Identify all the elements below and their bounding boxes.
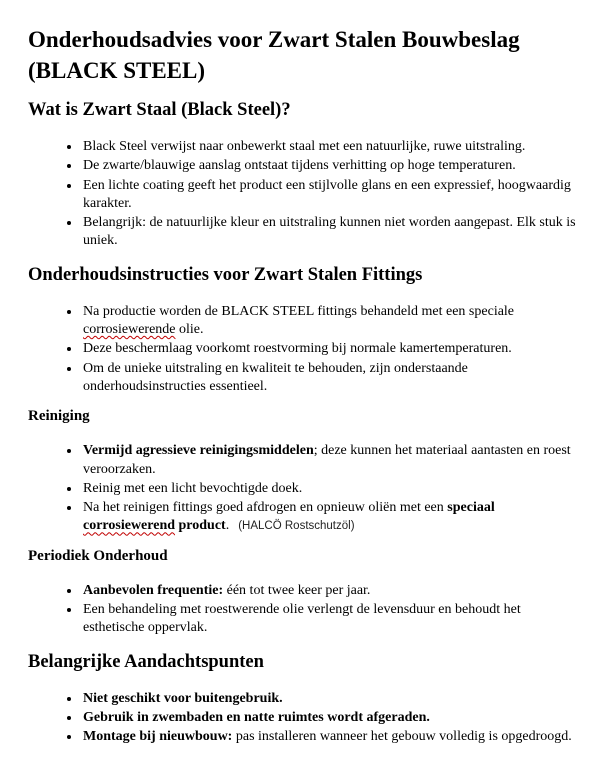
text-run: Aanbevolen frequentie: — [83, 582, 224, 598]
misspelled-word: corrosiewerend — [83, 518, 176, 534]
document-body — [28, 98, 581, 747]
text-run: Om de unieke uitstraling en kwaliteit te behouden, zijn onderstaande onderhoudsinstructies essentieel. — [83, 360, 468, 394]
section-heading-onderhoudsinstructies: Onderhoudsinstructies voor Zwart Stalen Fittings — [28, 264, 423, 285]
text-run: ; deze kunnen het materiaal aantasten en roest veroorzaken. — [83, 443, 571, 477]
text-run: Montage bij nieuwbouw: — [83, 729, 233, 745]
text-run: Vermijd agressieve reinigingsmiddelen — [83, 443, 314, 459]
list-item — [81, 708, 581, 727]
text-run: pas installeren wanneer het gebouw volledig is opgedroogd. — [232, 729, 572, 745]
text-run: één tot twee keer per jaar. — [223, 582, 371, 598]
text-run: Een lichte coating geeft het product een stijlvolle glans en een expressief, hoogwaardig karakter. — [83, 177, 571, 211]
text-run: De zwarte/blauwige aanslag ontstaat tijdens verhitting op hoge temperaturen. — [83, 158, 516, 174]
text-run: olie. — [175, 322, 204, 338]
text-run: product — [175, 518, 226, 534]
list-item — [81, 727, 581, 746]
section-heading-reiniging: Reiniging — [28, 408, 90, 425]
section-heading-periodiek-onderhoud: Periodiek Onderhoud — [28, 547, 168, 564]
text-run: Na het reinigen fittings goed afdrogen en opnieuw oliën met een — [83, 500, 448, 516]
bullet-list-wat-is-zwart-staal — [28, 137, 581, 251]
text-run: Gebruik in zwembaden en natte ruimtes wordt afgeraden. — [83, 709, 430, 725]
list-item — [81, 600, 581, 638]
text-run: . — [225, 518, 230, 534]
list-item — [81, 689, 581, 708]
list-item — [81, 176, 581, 214]
list-item — [81, 302, 581, 340]
list-item — [81, 498, 581, 536]
document-title: Onderhoudsadvies voor Zwart Stalen Bouwbeslag (BLACK STEEL) — [28, 27, 520, 83]
text-run: Een behandeling met roestwerende olie verlengt de levensduur en behoudt het esthetische oppervlak. — [83, 602, 521, 636]
misspelled-word: corrosiewerende — [83, 322, 176, 338]
list-item — [81, 359, 581, 397]
list-item — [81, 213, 581, 251]
list-item — [81, 441, 581, 479]
bullet-list-periodiek-onderhoud — [28, 581, 581, 638]
list-item — [81, 479, 581, 498]
text-run: Deze beschermlaag voorkomt roestvorming bij normale kamertemperaturen. — [83, 341, 512, 357]
text-run: Belangrijk: de natuurlijke kleur en uitstraling kunnen niet worden aangepast. Elk stuk is uniek. — [83, 215, 576, 249]
bullet-list-onderhoudsinstructies — [28, 302, 581, 396]
text-run: Na productie worden de BLACK STEEL fittings behandeld met een speciale — [83, 303, 515, 319]
text-run: Black Steel verwijst naar onbewerkt staal met een natuurlijke, ruwe uitstraling. — [83, 139, 526, 154]
text-run: Niet geschikt voor buitengebruik. — [83, 690, 283, 706]
section-heading-belangrijke-aandachtspunten: Belangrijke Aandachtspunten — [28, 651, 264, 672]
bullet-list-reiniging — [28, 441, 581, 535]
section-heading-wat-is-zwart-staal: Wat is Zwart Staal (Black Steel)? — [28, 100, 291, 120]
list-item — [81, 137, 581, 156]
bullet-list-belangrijke-aandachtspunten — [28, 689, 581, 747]
text-run: speciaal — [447, 500, 495, 516]
list-item — [81, 339, 581, 358]
text-run: Reinig met een licht bevochtigde doek. — [83, 480, 303, 496]
list-item — [81, 156, 581, 175]
list-item — [81, 581, 581, 600]
product-note: (HALCÖ Rostschutzöl) — [238, 520, 355, 533]
